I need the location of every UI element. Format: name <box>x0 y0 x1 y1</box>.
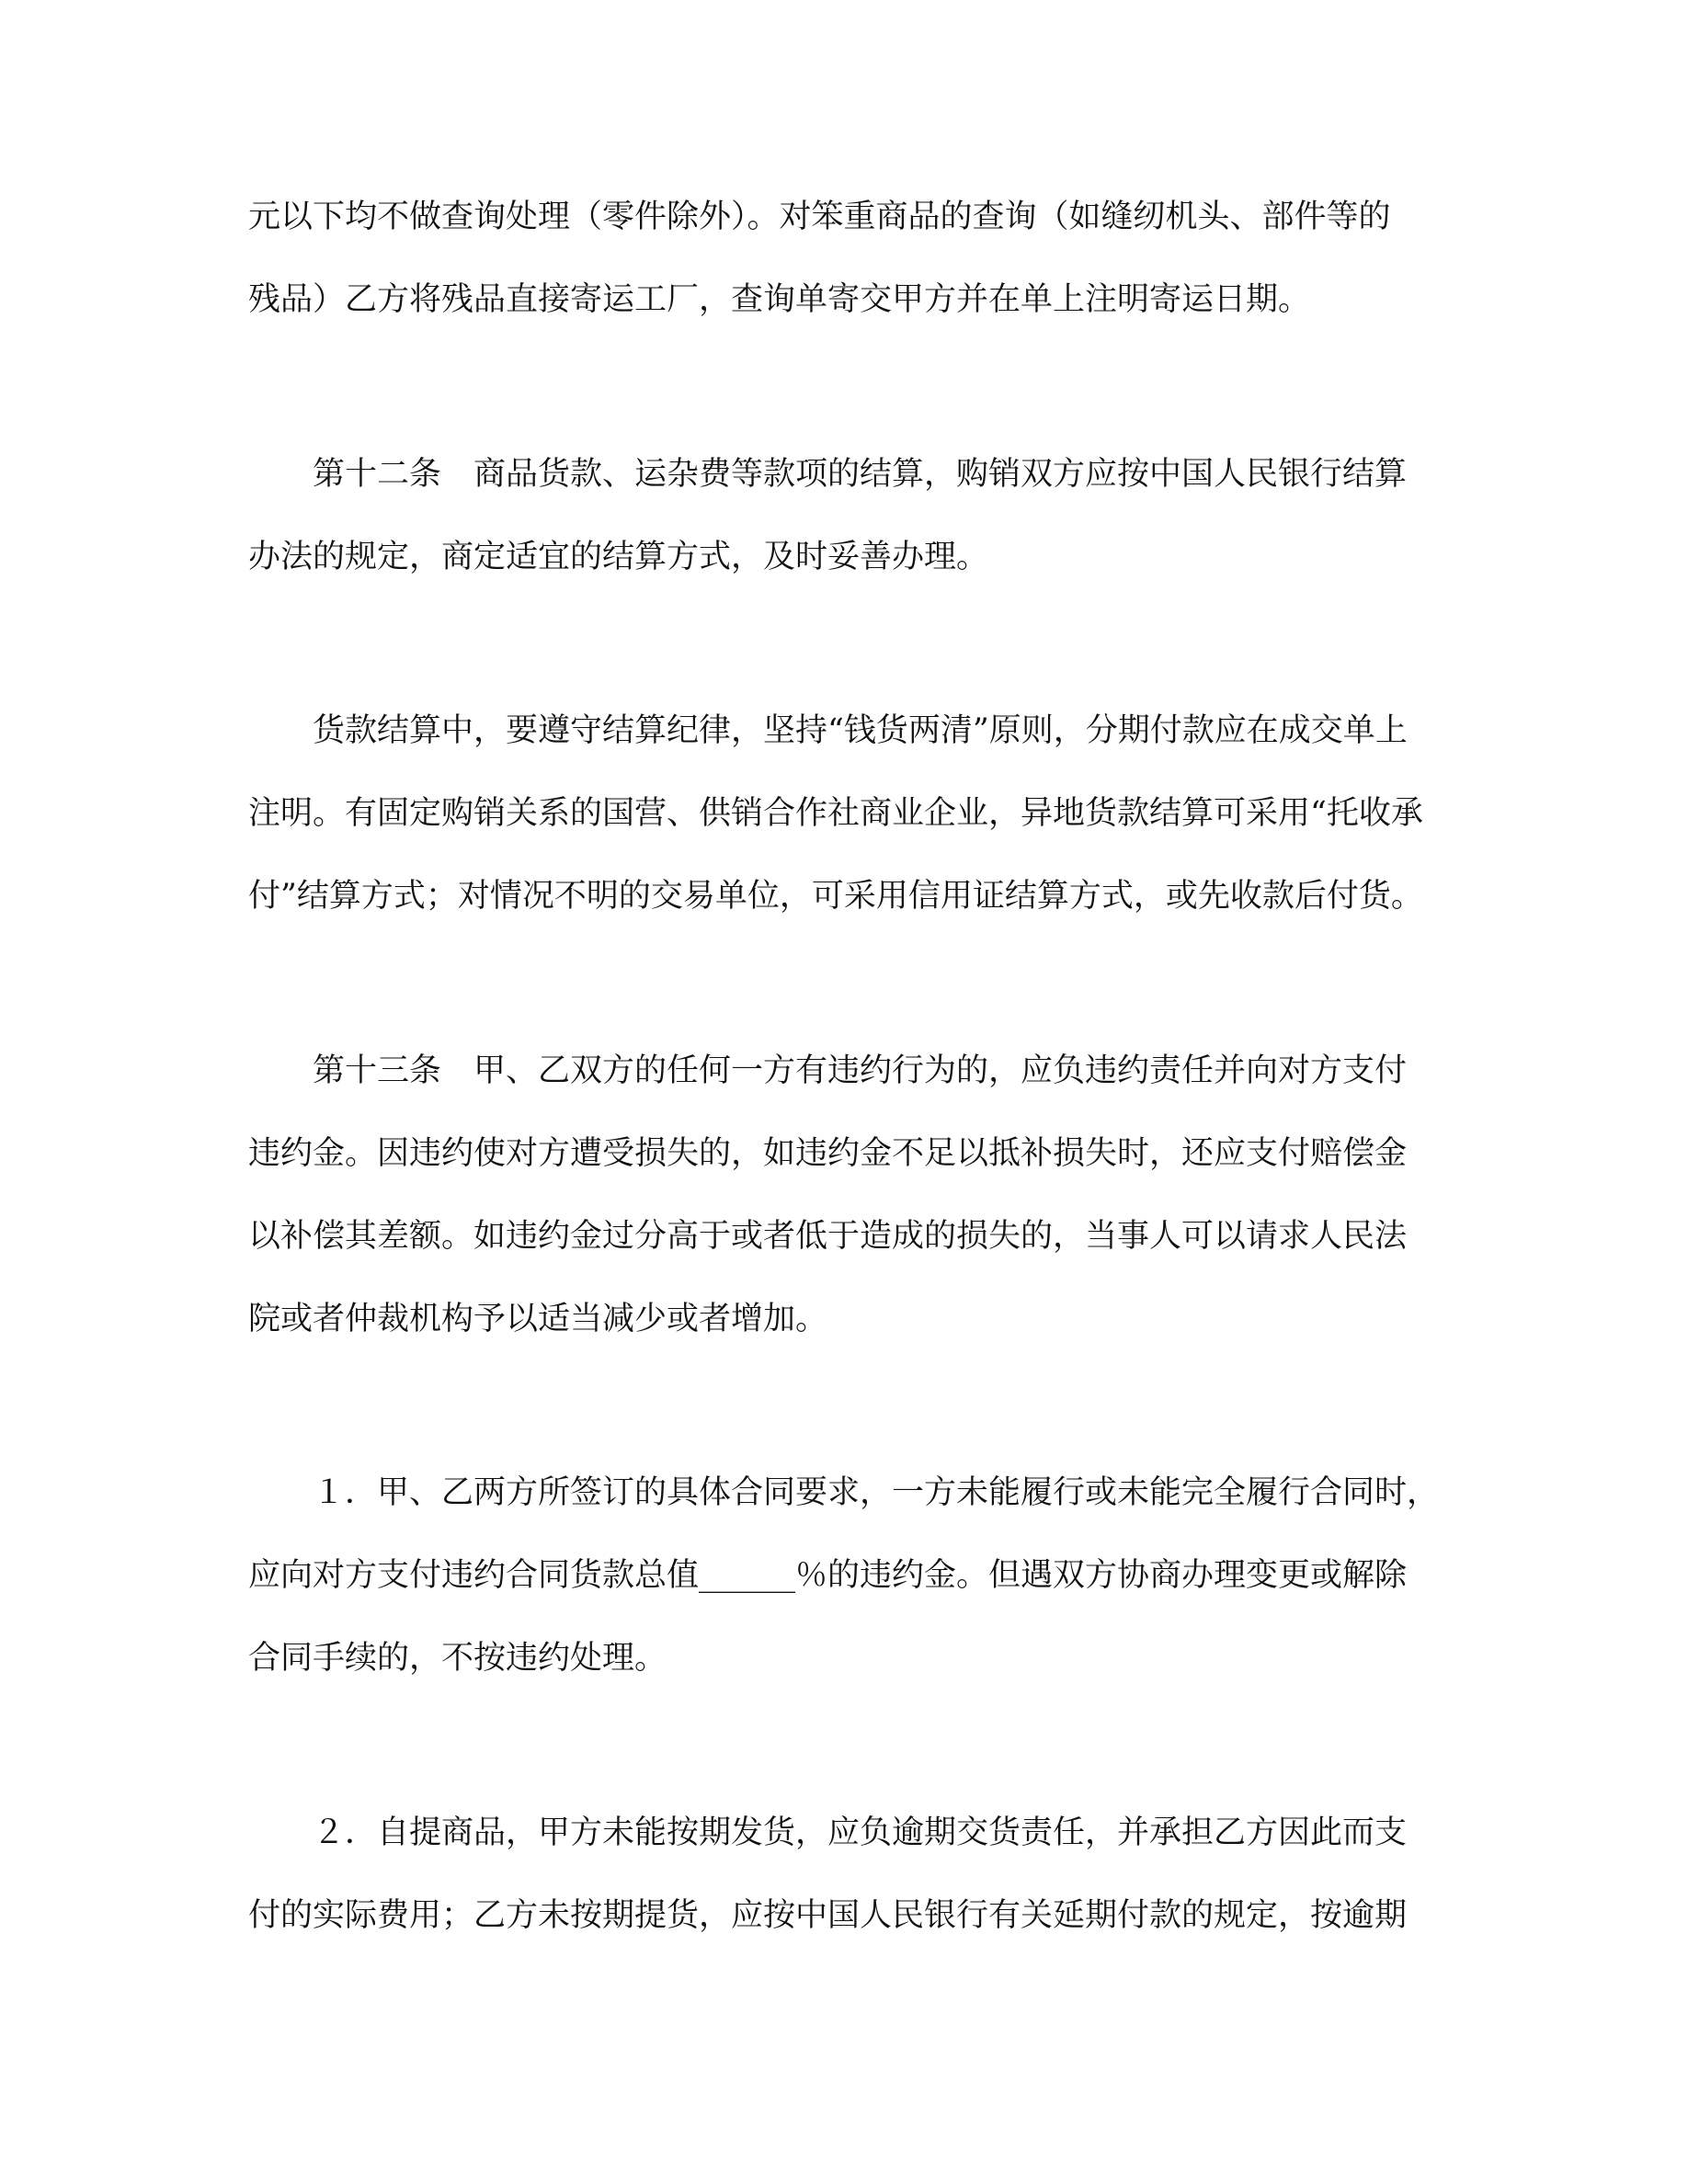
text-line: 办法的规定，商定适宜的结算方式，及时妥善办理。 <box>248 539 989 575</box>
text-line: 以补偿其差额。如违约金过分高于或者低于造成的损失的，当事人可以请求人民法 <box>248 1218 1408 1255</box>
text-line: １．甲、乙两方所签订的具体合同要求，一方未能履行或未能完全履行合同时， <box>248 1474 1440 1511</box>
text-line: 第十二条 商品货款、运杂费等款项的结算，购销双方应按中国人民银行结算 <box>248 456 1408 493</box>
text-line: ２．自提商品，甲方未能按期发货，应负逾期交货责任，并承担乙方因此而支 <box>248 1814 1408 1851</box>
text-line: 付的实际费用；乙方未按期提货，应按中国人民银行有关延期付款的规定，按逾期 <box>248 1897 1408 1934</box>
text-line: 合同手续的，不按违约处理。 <box>248 1640 667 1677</box>
text-line: 货款结算中，要遵守结算纪律，坚持“钱货两清”原则，分期付款应在成交单上 <box>248 712 1408 749</box>
text-line: 元以下均不做查询处理（零件除外）。对笨重商品的查询（如缝纫机头、部件等的 <box>248 199 1391 235</box>
text-line: 违约金。因违约使对方遭受损失的，如违约金不足以抵补损失时，还应支付赔偿金 <box>248 1135 1408 1172</box>
text-line: 残品）乙方将残品直接寄运工厂，查询单寄交甲方并在单上注明寄运日期。 <box>248 281 1311 318</box>
text-line: 第十三条 甲、乙双方的任何一方有违约行为的，应负违约责任并向对方支付 <box>248 1052 1408 1089</box>
text-line: 应向对方支付违约合同货款总值______％的违约金。但遇双方协商办理变更或解除 <box>248 1557 1408 1594</box>
text-line: 院或者仲裁机构予以适当减少或者增加。 <box>248 1301 828 1337</box>
text-line: 付”结算方式；对情况不明的交易单位，可采用信用证结算方式，或先收款后付货。 <box>248 878 1423 915</box>
text-line: 注明。有固定购销关系的国营、供销合作社商业企业，异地货款结算可采用“托收承 <box>248 795 1423 832</box>
